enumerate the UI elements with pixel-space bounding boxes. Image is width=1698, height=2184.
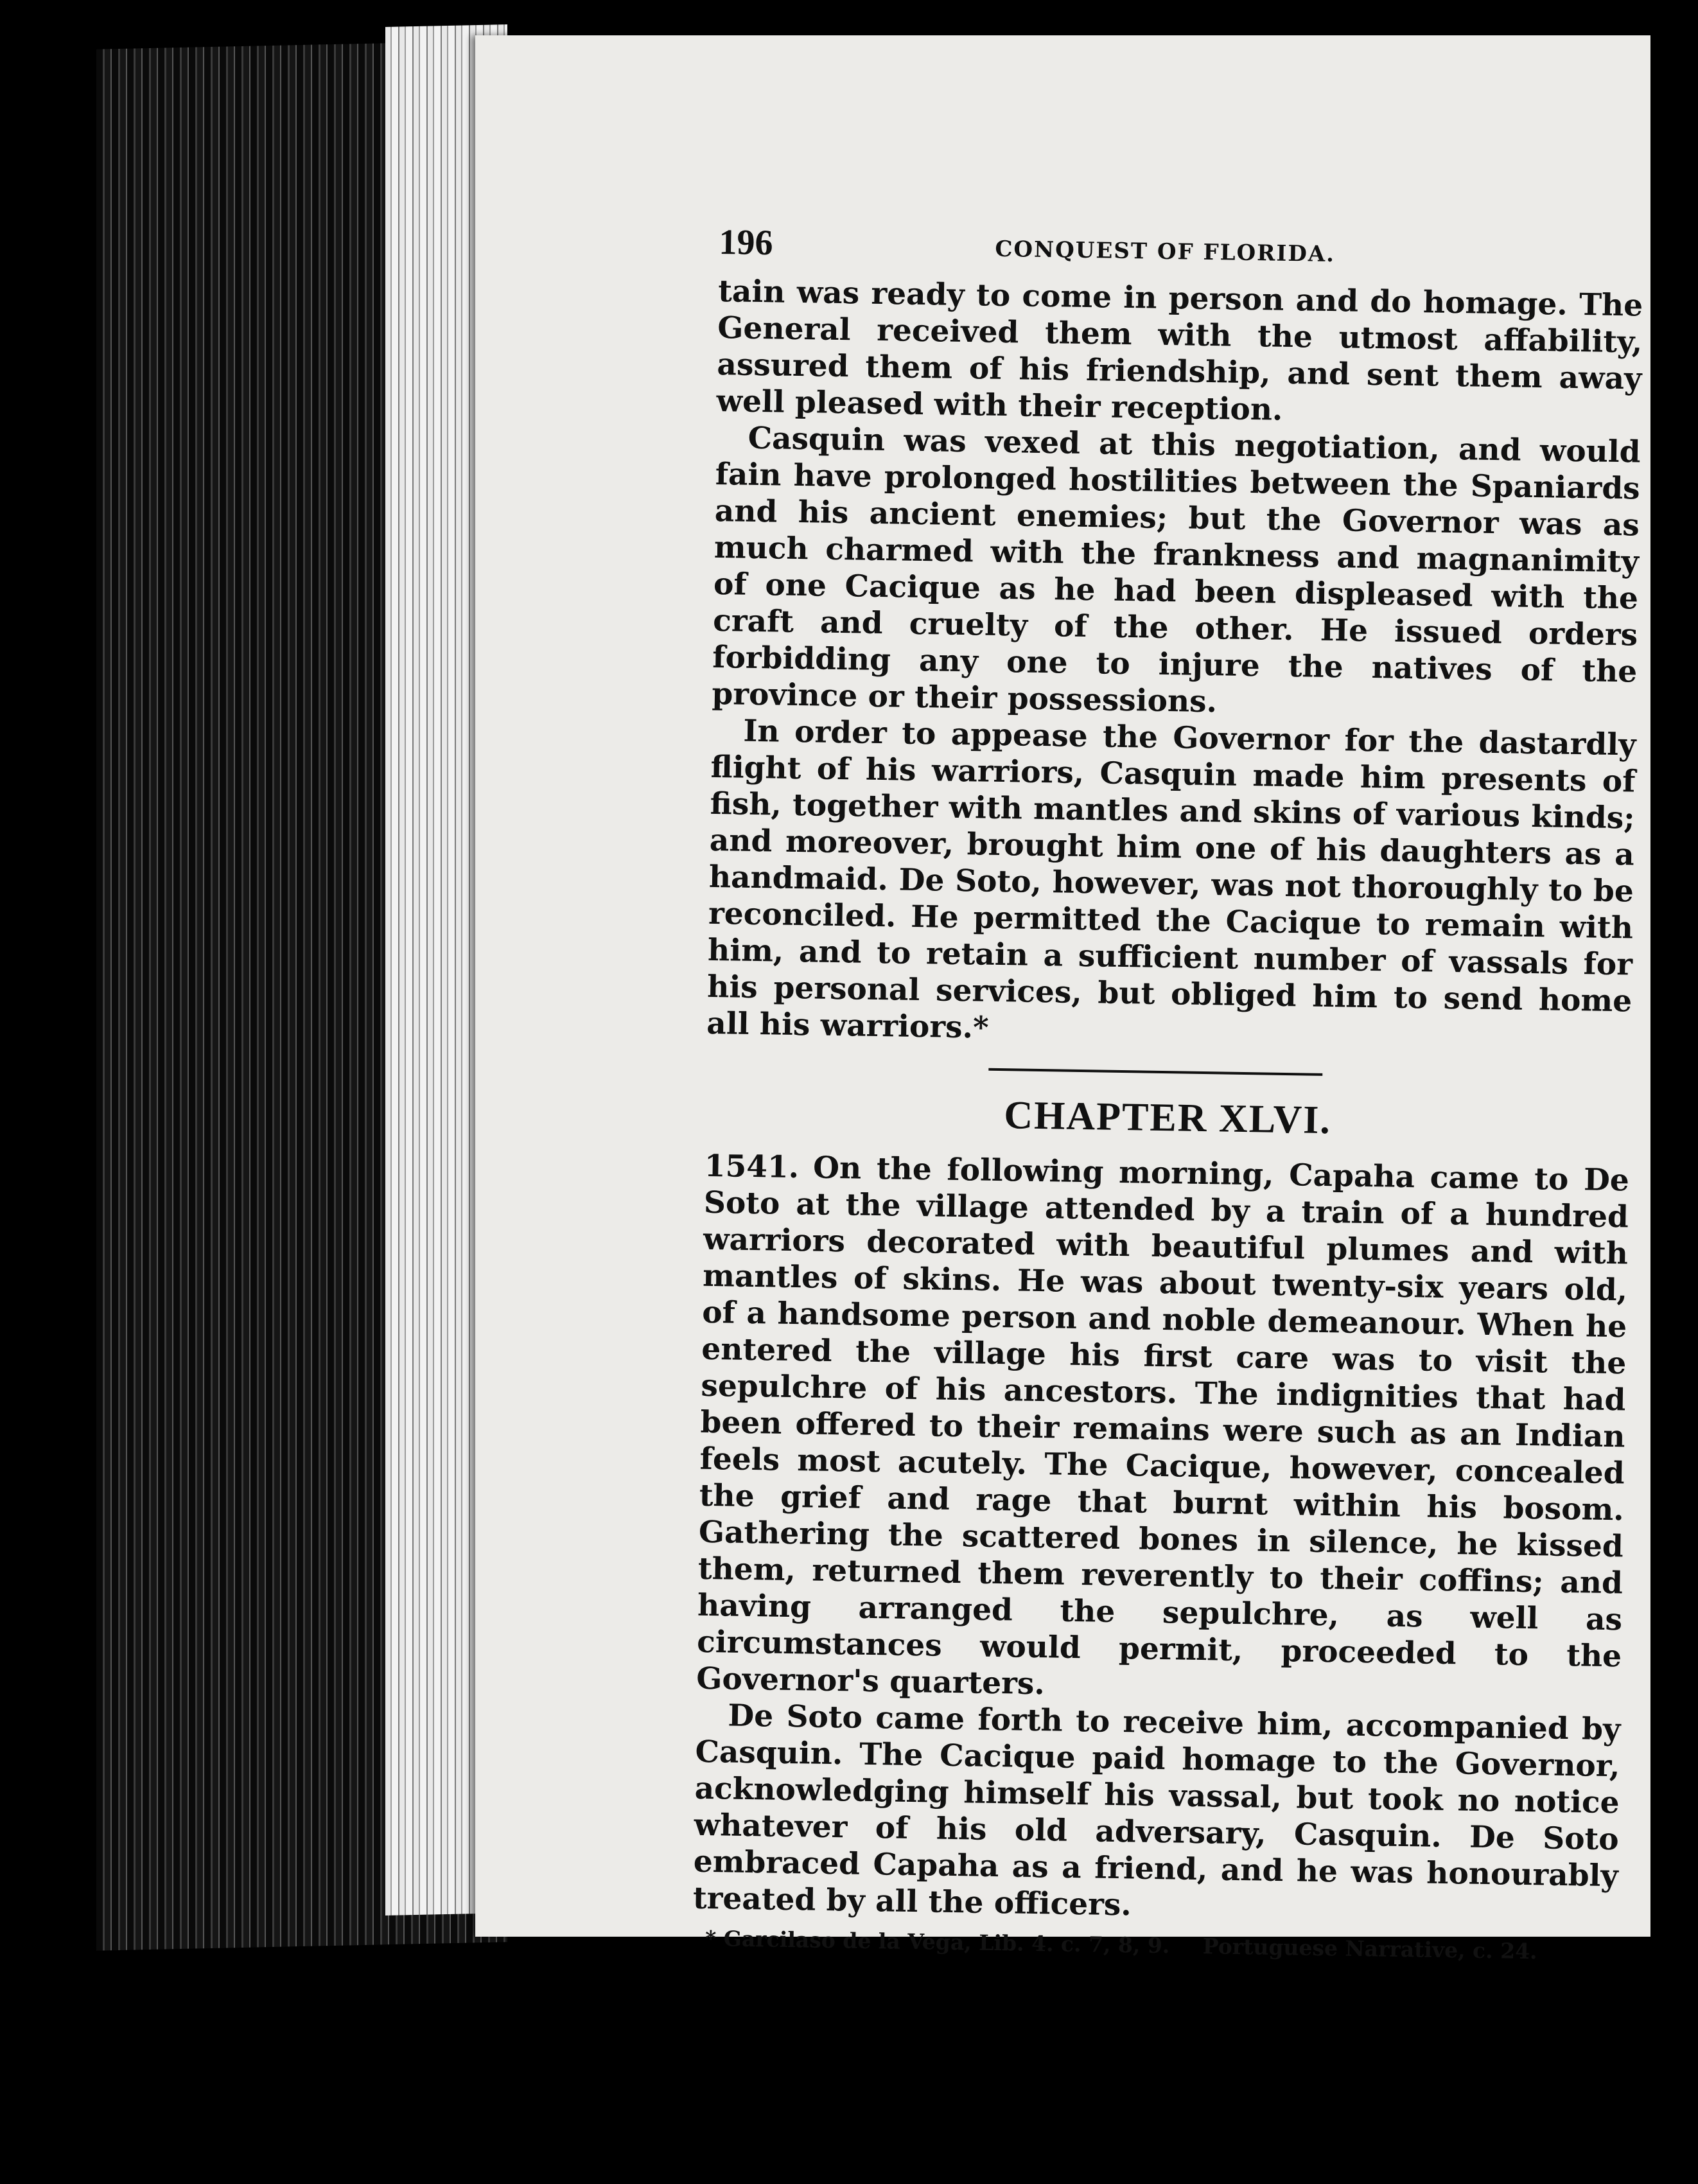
section-divider	[988, 1068, 1322, 1076]
page-content	[692, 222, 1644, 1966]
running-title: CONQUEST OF FLORIDA.	[995, 236, 1336, 268]
footnote-citation-2: Portuguese Narrative, c. 24.	[1202, 1933, 1537, 1964]
page-sheet	[475, 35, 1650, 1964]
chapter-title: CHAPTER XLVI.	[1003, 1093, 1332, 1143]
chapter-paragraph-1	[696, 1148, 1629, 1712]
paragraph-2: Casquin was vexed at this negotiation, and would fain have prolonged hostilities between the Spaniards and his ancient enemies; but the Governor was as much charmed with the frankness and magnanimity of one Cacique as he had been displeased with the craft and cruelty of the other. He issued orders forbidding any one to injure the natives of the province or their possessions.	[712, 420, 1641, 720]
chapter-paragraph-2: De Soto came forth to receive him, accompanied by Casquin. The Cacique paid homage to the Governor, acknowledging himself his vassal, but took no notice whatever of his old adversary, Casquin. De Soto embraced Capaha as a friend, and he was honourably treated by all the officers.	[692, 1698, 1621, 1923]
year-marker: 1541.	[704, 1148, 800, 1186]
chapter-paragraph-1-text: On the following morning, Capaha came to De Soto at the village attended by a train of a hundred warriors decorated with beautiful plumes and with mantles of skins. He was about twenty-six years old, of a handsome person and noble demeanour. When he entered the village his first care was to visit the sepulchre of his ancestors. The indignities that had been offered to their remains were such as an Indian feels most acutely. The Cacique, however, concealed the grief and rage that burnt within his bosom. Gathering the scattered bones in silence, he kissed them, returned them reverently to their coffins; and having arranged the sepulchre, as well as circumstances would permit, proceeded to the Governor's quarters.	[696, 1150, 1630, 1702]
footnote	[692, 1926, 1617, 1966]
page-number: 196	[719, 222, 773, 263]
paragraph-1: tain was ready to come in person and do homage. The General received them with the utmost affability, assured them of his friendship, and sent them away well pleased with their reception.	[716, 273, 1643, 428]
footnote-citation-1: * Garcilaso de la Vega, Lib. 4. c. 7, 8, 9.	[705, 1925, 1170, 1959]
paragraph-3: In order to appease the Governor for the dastardly flight of his warriors, Casquin made him presents of fish, together with mantles and skins of various kinds; and moreover, brought him one of his daughters as a handmaid. De Soto, however, was not thoroughly to be reconciled. He permitted the Cacique to remain with him, and to retain a sufficient number of vassals for his personal services, but obliged him to send home all his warriors.*	[706, 713, 1636, 1046]
